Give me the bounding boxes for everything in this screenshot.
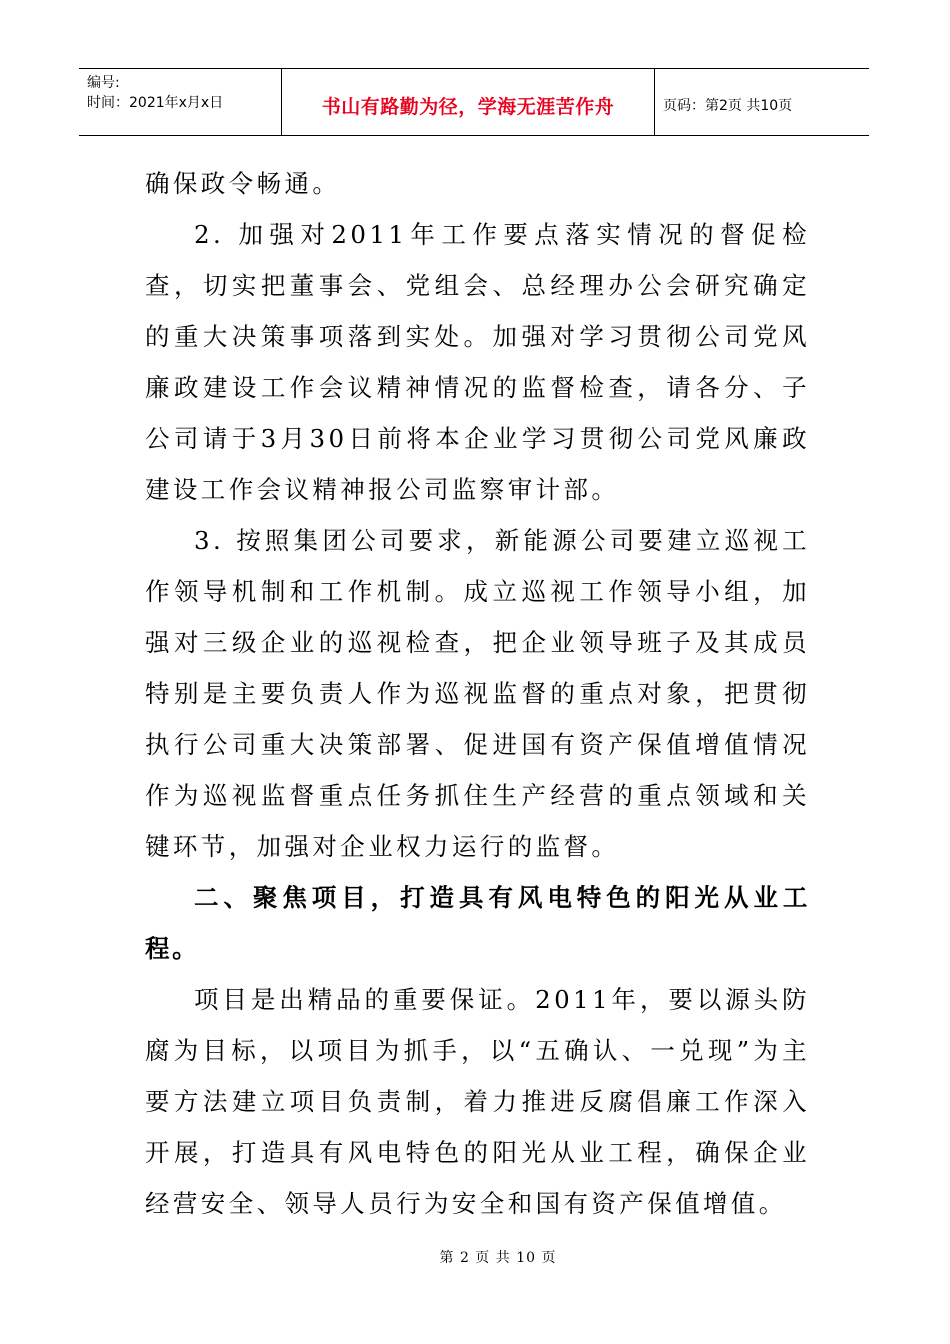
document-date: 时间：2021年x月x日 <box>87 95 224 111</box>
page-header <box>79 68 869 136</box>
paragraph-project: 项目是出精品的重要保证。2011年，要以源头防腐为目标，以项目为抓手，以“五确认、一兑现”为主要方法建立项目负责制，着力推进反腐倡廉工作深入开展，打造具有风电特色的阳光从业工程，确保企业经营安全、领导人员行为安全和国有资产保值增值。 <box>145 985 810 1218</box>
document-body <box>145 158 810 1229</box>
header-motto: 书山有路勤为径，学海无涯苦作舟 <box>282 69 655 135</box>
section-heading: 二、聚焦项目，打造具有风电特色的阳光从业工程。 <box>145 883 810 963</box>
paragraph-continuation: 确保政令畅通。 <box>145 169 341 198</box>
document-number-label: 编号: <box>87 75 120 91</box>
header-page-info: 页码：第2页 共10页 <box>663 98 793 114</box>
header-meta <box>79 69 282 135</box>
paragraph-item-2: 2. 加强对2011年工作要点落实情况的督促检查，切实把董事会、党组会、总经理办公会研究确定的重大决策事项落到实处。加强对学习贯彻公司党风廉政建设工作会议精神情况的监督检查，请各分、子公司请于3月30日前将本企业学习贯彻公司党风廉政建设工作会议精神报公司监察审计部。 <box>145 220 810 504</box>
page-footer-number: 第 2 页 共 10 页 <box>439 1250 557 1266</box>
paragraph-item-3: 3. 按照集团公司要求，新能源公司要建立巡视工作领导机制和工作机制。成立巡视工作领导小组，加强对三级企业的巡视检查，把企业领导班子及其成员特别是主要负责人作为巡视监督的重点对象，把贯彻执行公司重大决策部署、促进国有资产保值增值情况作为巡视监督重点任务抓住生产经营的重点领域和关键环节，加强对企业权力运行的监督。 <box>145 526 810 861</box>
